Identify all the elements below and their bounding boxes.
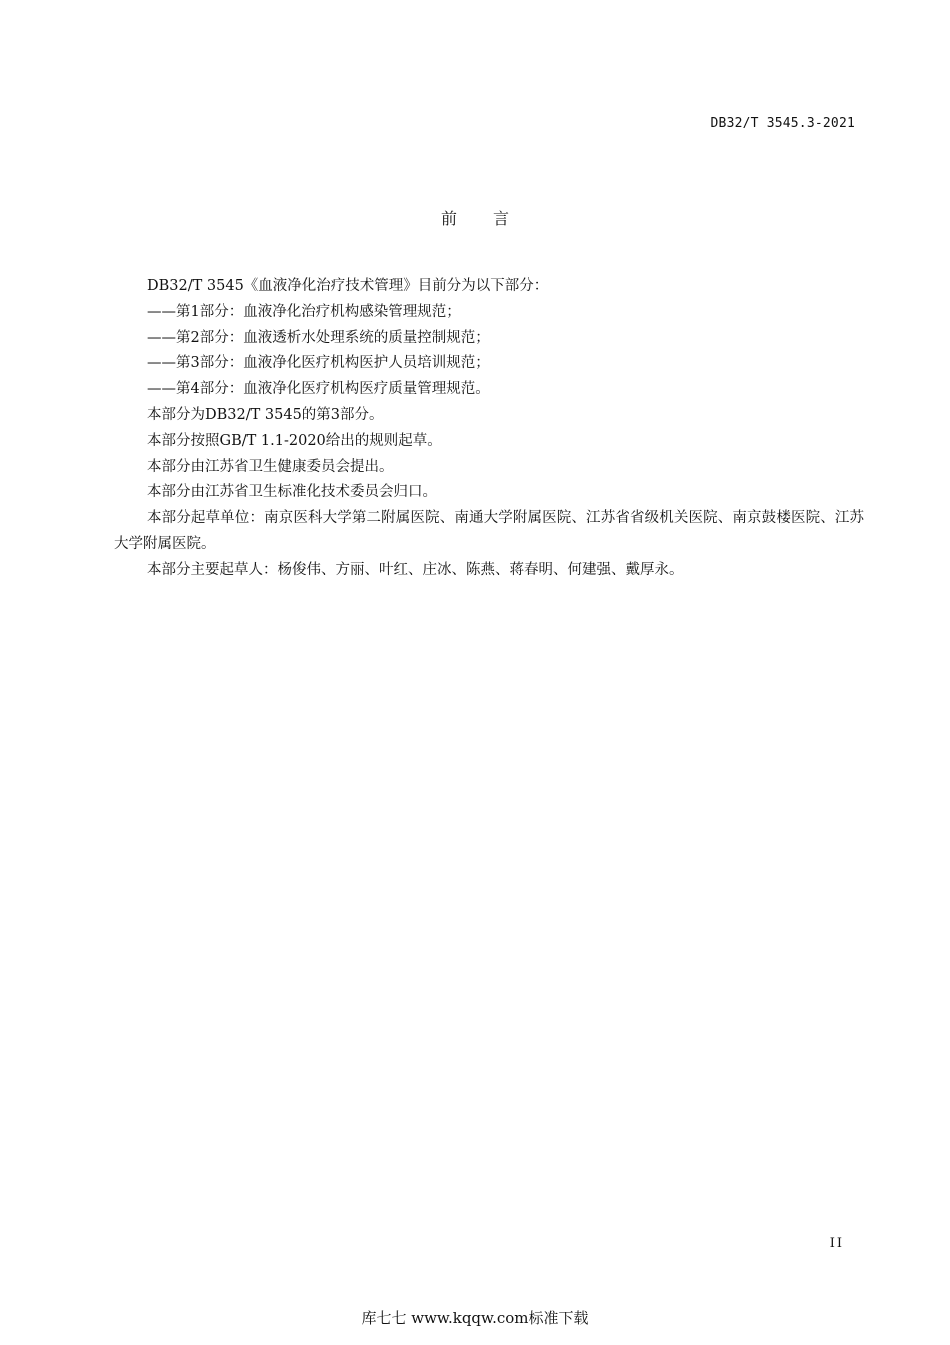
paragraph: 本部分主要起草人：杨俊伟、方丽、叶红、庄冰、陈燕、蒋春明、何建强、戴厚永。 xyxy=(147,561,684,578)
title-char-2: 言 xyxy=(493,209,510,228)
page-number: II xyxy=(829,1236,844,1251)
paragraph: 本部分为DB32/T 3545的第3部分。 xyxy=(147,406,384,423)
paragraph: 本部分按照GB/T 1.1-2020给出的规则起草。 xyxy=(147,432,442,449)
document-code: DB32/T 3545.3-2021 xyxy=(710,116,855,131)
paragraph: ——第1部分：血液净化治疗机构感染管理规范； xyxy=(147,303,461,320)
foreword-body xyxy=(114,274,864,584)
page-title xyxy=(0,206,950,229)
paragraph: ——第4部分：血液净化医疗机构医疗质量管理规范。 xyxy=(147,381,490,398)
paragraph: 本部分起草单位：南京医科大学第二附属医院、南通大学附属医院、江苏省省级机关医院、南京鼓楼医院、江苏大学附属医院。 xyxy=(114,510,864,552)
footer-watermark: 库七七 www.kqqw.com标准下载 xyxy=(361,1309,589,1327)
title-char-1: 前 xyxy=(440,209,457,228)
paragraph: ——第2部分：血液透析水处理系统的质量控制规范； xyxy=(147,329,490,346)
paragraph: DB32/T 3545《血液净化治疗技术管理》目前分为以下部分： xyxy=(147,278,549,294)
paragraph: 本部分由江苏省卫生健康委员会提出。 xyxy=(147,458,394,475)
paragraph: ——第3部分：血液净化医疗机构医护人员培训规范； xyxy=(147,355,490,372)
paragraph: 本部分由江苏省卫生标准化技术委员会归口。 xyxy=(147,484,437,501)
